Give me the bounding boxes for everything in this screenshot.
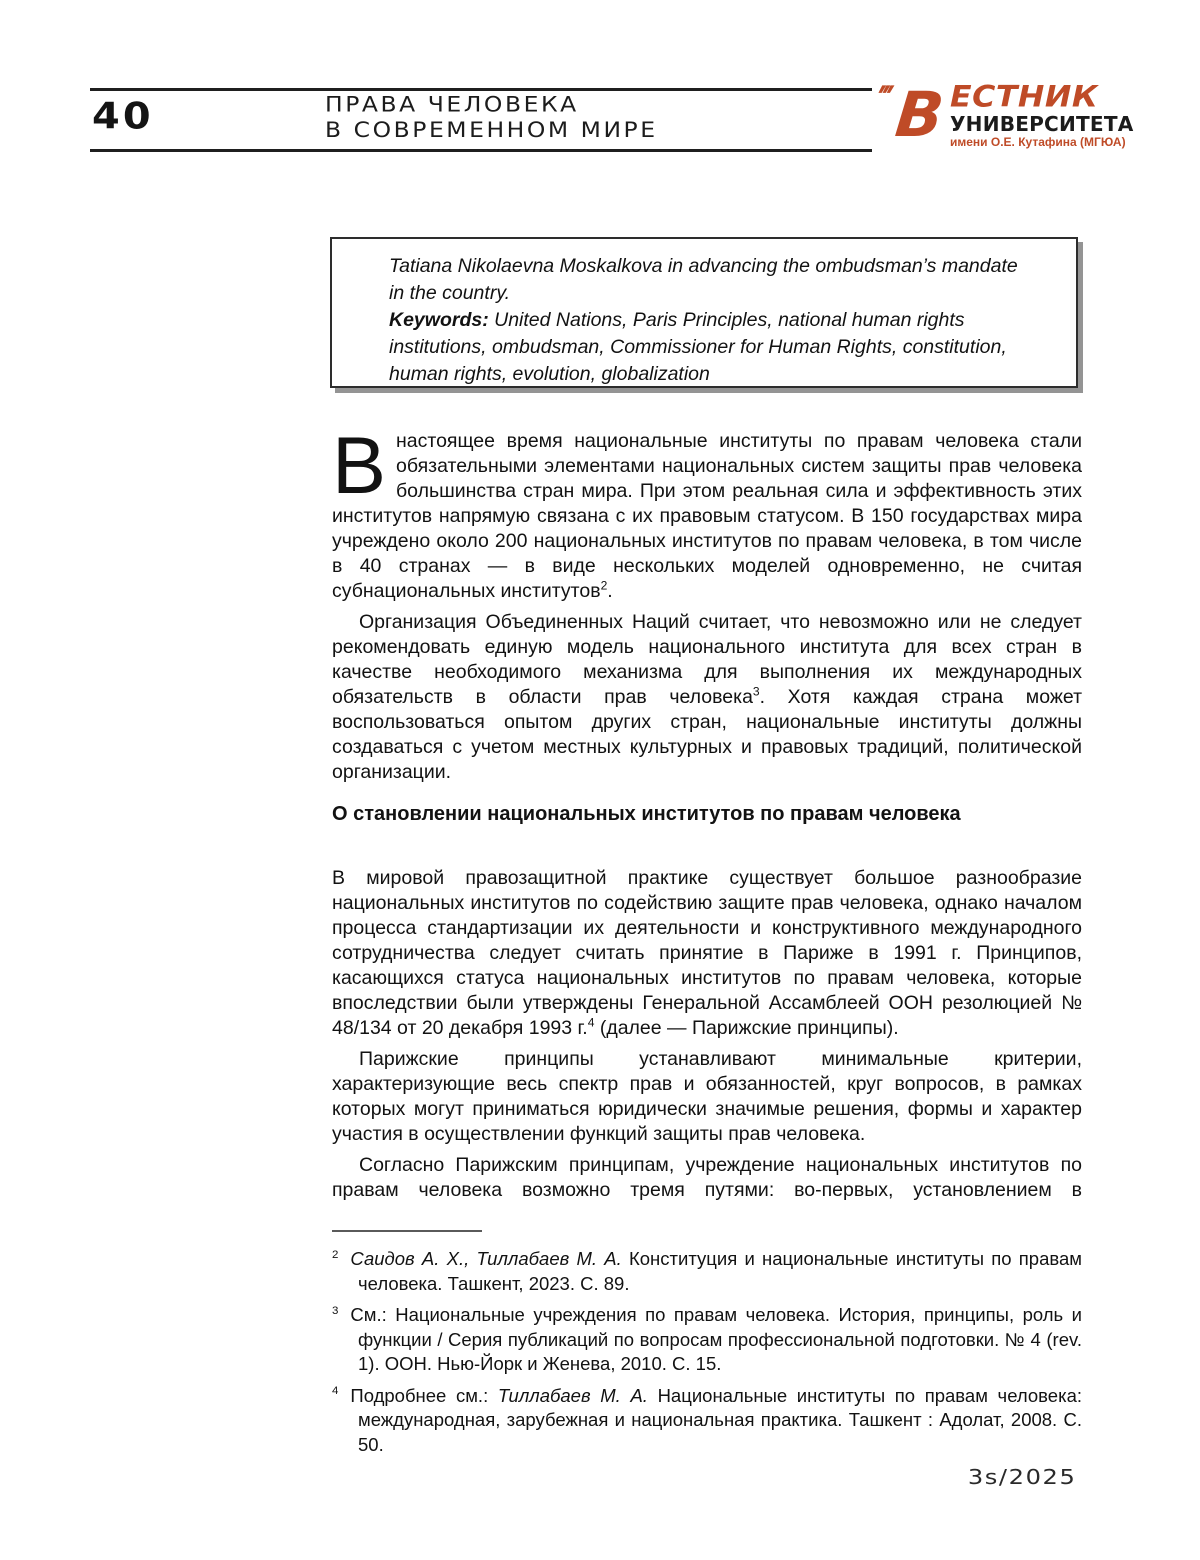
paragraph-4: Парижские принципы устанавливают минимальные критерии, характеризующие весь спектр прав и обязанностей, круг вопросов, в рамках которых могут приниматься юридически значимые решения, формы и характер участия в осуществлении функций защиты прав человека. <box>332 1048 1082 1145</box>
paragraph-2 <box>332 610 1082 785</box>
logo-letter-v-icon: В <box>892 78 948 151</box>
vestnik-journal-logo <box>868 78 1134 162</box>
paragraph-3-text: В мировой правозащитной практике существует большое разнообразие национальных институтов по содействию защите прав человека, однако началом процесса стандартизации их деятельности и конструктивного международного сотрудничества следует считать принятие в Париже в 1991 г. Принципов, касающихся статуса национальных институтов по правам человека, которые впоследствии были утверждены Генеральной Ассамблеей ООН резолюцией № 48/134 от 20 декабря 1993 г. <box>332 867 1082 1039</box>
footnote-3 <box>332 1303 1082 1377</box>
footnote-2-marker: 2 <box>332 1248 339 1261</box>
footnote-3-marker: 3 <box>332 1304 339 1317</box>
paragraph-3-tail: (далее — Парижские принципы). <box>594 1017 899 1039</box>
footnote-4-marker: 4 <box>332 1385 339 1398</box>
footer-issue-number: 3s/2025 <box>967 1466 1076 1490</box>
page-number: 40 <box>92 95 154 137</box>
footnotes-block <box>332 1230 1082 1464</box>
paragraph-2-text: Организация Объединенных Наций считает, что невозможно или не следует рекомендовать единую модель национального института для всех стран в качестве необходимого механизма для выполнения их международных обязательств в области прав человека <box>332 611 1082 708</box>
logo-quote-marks-icon: ''' <box>868 80 893 113</box>
paragraph-1-tail: . <box>607 580 613 602</box>
footnote-ref-4: 4 <box>587 1015 595 1030</box>
abstract-line: Tatiana Nikolaevna Moskalkova in advancing the ombudsman’s mandate in the country. <box>389 255 1018 304</box>
footnote-4-authors: Тиллабаев М. А. <box>497 1384 648 1406</box>
footnote-2-authors: Саидов А. Х., Тиллабаев М. А. <box>350 1248 622 1269</box>
dropcap-letter: В <box>332 421 387 511</box>
paragraph-1 <box>332 421 1082 604</box>
section-heading: О становлении национальных институтов по правам человека <box>332 803 961 825</box>
logo-universiteta-text: УНИВЕРСИТЕТА <box>950 112 1134 136</box>
article-body <box>332 421 1083 1209</box>
paragraph-2-tail: . Хотя каждая страна может воспользоваться опытом других стран, национальные институты должны создаваться с учетом местных культурных и правовых традиций, политической организации. <box>332 686 1083 783</box>
paragraph-5: Согласно Парижским принципам, учреждение национальных институтов по правам человека возможно тремя путями: во-первых, установлением в <box>332 1154 1082 1201</box>
running-head-line2: В СОВРЕМЕННОМ МИРЕ <box>325 118 658 143</box>
logo-kutafin-text: имени О.Е. Кутафина (МГЮА) <box>950 135 1126 149</box>
paragraph-1-text: настоящее время национальные институты по правам человека стали обязательными элементами национальных систем защиты прав человека большинства стран мира. При этом реальная сила и эффективность этих институтов напрямую связана с их правовым статусом. В 150 государствах мира учреждено около 200 национальных институтов по правам человека, в том числе в 40 странах — в виде нескольких моделей одновременно, не считая субнациональных институтов <box>332 430 1082 602</box>
footnote-4-text2: Национальные институты по правам человека: международная, зарубежная и национальная практика. Ташкент : Адолат, 2008. С. 50. <box>358 1384 1082 1455</box>
paragraph-3 <box>332 866 1082 1041</box>
running-head-line1: ПРАВА ЧЕЛОВЕКА <box>325 92 579 117</box>
footnote-4 <box>332 1384 1082 1458</box>
running-head <box>325 92 658 144</box>
footnote-separator <box>332 1230 482 1232</box>
keywords-label: Keywords: <box>389 309 489 331</box>
abstract-text <box>332 239 1076 388</box>
keywords-text: United Nations, Paris Principles, national human rights institutions, ombudsman, Commissioner for Human Rights, constitution, human rights, evolution, globalization <box>389 309 1007 385</box>
abstract-box <box>330 237 1078 388</box>
footnote-3-text: См.: Национальные учреждения по правам человека. История, принципы, роль и функции / Серия публикаций по вопросам профессиональной подготовки. № 4 (rev. 1). ООН. Нью-Йорк и Женева, 2010. С. 15. <box>350 1304 1082 1374</box>
footnote-2-text: Конституция и национальные институты по правам человека. Ташкент, 2023. С. 89. <box>358 1248 1082 1294</box>
footnote-ref-2: 2 <box>600 578 608 593</box>
footnote-ref-3: 3 <box>752 684 760 699</box>
logo-vestnik-text: ЕСТНИК <box>950 80 1099 115</box>
footnote-2 <box>332 1247 1082 1296</box>
footnote-4-text1: Подробнее см.: <box>350 1384 498 1406</box>
